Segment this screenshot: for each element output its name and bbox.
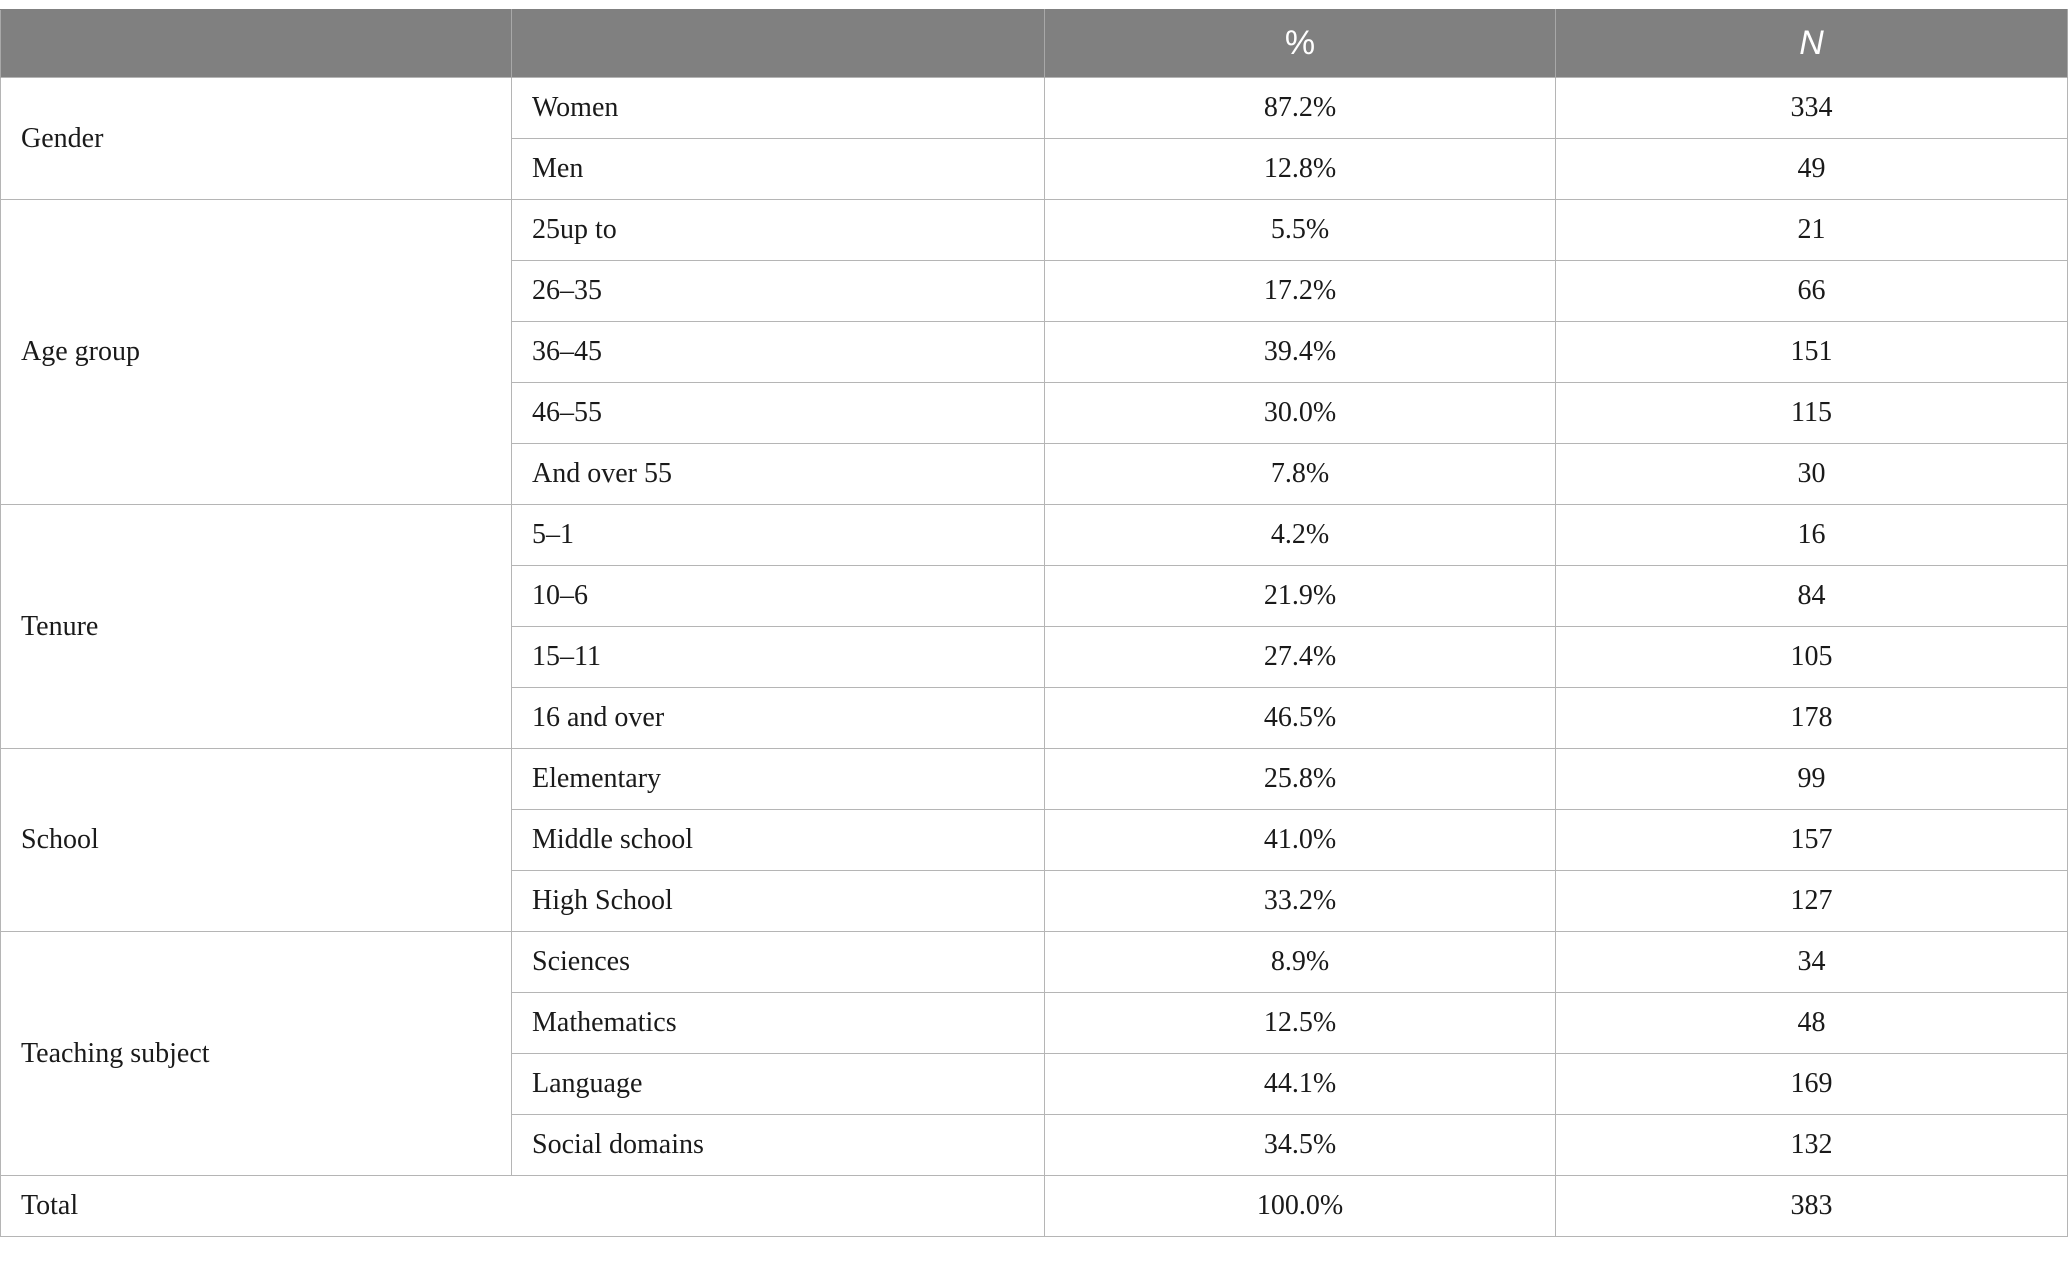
group-label-teaching-subject: Teaching subject (1, 932, 512, 1176)
n-cell: 151 (1556, 322, 2068, 383)
n-cell: 84 (1556, 566, 2068, 627)
percent-cell: 39.4% (1045, 322, 1556, 383)
percent-cell: 30.0% (1045, 383, 1556, 444)
n-cell: 49 (1556, 139, 2068, 200)
n-cell: 30 (1556, 444, 2068, 505)
percent-cell: 7.8% (1045, 444, 1556, 505)
category-cell: And over 55 (512, 444, 1045, 505)
n-cell: 99 (1556, 749, 2068, 810)
category-cell: Middle school (512, 810, 1045, 871)
n-cell: 132 (1556, 1115, 2068, 1176)
n-cell: 105 (1556, 627, 2068, 688)
percent-cell: 25.8% (1045, 749, 1556, 810)
category-cell: High School (512, 871, 1045, 932)
category-cell: Mathematics (512, 993, 1045, 1054)
n-cell: 178 (1556, 688, 2068, 749)
n-cell: 66 (1556, 261, 2068, 322)
header-n: N (1556, 10, 2068, 78)
percent-cell: 21.9% (1045, 566, 1556, 627)
percent-cell: 41.0% (1045, 810, 1556, 871)
percent-cell: 87.2% (1045, 78, 1556, 139)
percent-cell: 34.5% (1045, 1115, 1556, 1176)
category-cell: 5–1 (512, 505, 1045, 566)
category-cell: Language (512, 1054, 1045, 1115)
percent-cell: 4.2% (1045, 505, 1556, 566)
n-cell: 157 (1556, 810, 2068, 871)
total-n: 383 (1556, 1176, 2068, 1237)
header-group (1, 10, 512, 78)
table-row (1, 78, 2068, 139)
percent-cell: 8.9% (1045, 932, 1556, 993)
n-cell: 21 (1556, 200, 2068, 261)
table-row (1, 200, 2068, 261)
n-cell: 115 (1556, 383, 2068, 444)
category-cell: 26–35 (512, 261, 1045, 322)
category-cell: 15–11 (512, 627, 1045, 688)
percent-cell: 12.5% (1045, 993, 1556, 1054)
category-cell: 16 and over (512, 688, 1045, 749)
demographics-table-container (0, 9, 2068, 1237)
percent-cell: 27.4% (1045, 627, 1556, 688)
category-cell: 46–55 (512, 383, 1045, 444)
group-label-tenure: Tenure (1, 505, 512, 749)
category-cell: Elementary (512, 749, 1045, 810)
table-header (1, 10, 2068, 78)
group-label-age-group: Age group (1, 200, 512, 505)
header-row (1, 10, 2068, 78)
header-percent: % (1045, 10, 1556, 78)
n-cell: 16 (1556, 505, 2068, 566)
header-category (512, 10, 1045, 78)
table-row (1, 749, 2068, 810)
total-percent: 100.0% (1045, 1176, 1556, 1237)
n-cell: 169 (1556, 1054, 2068, 1115)
percent-cell: 44.1% (1045, 1054, 1556, 1115)
n-cell: 127 (1556, 871, 2068, 932)
table-body (1, 78, 2068, 1237)
n-cell: 34 (1556, 932, 2068, 993)
category-cell: Social domains (512, 1115, 1045, 1176)
category-cell: 10–6 (512, 566, 1045, 627)
category-cell: Sciences (512, 932, 1045, 993)
category-cell: 36–45 (512, 322, 1045, 383)
percent-cell: 5.5% (1045, 200, 1556, 261)
percent-cell: 33.2% (1045, 871, 1556, 932)
total-row (1, 1176, 2068, 1237)
n-cell: 334 (1556, 78, 2068, 139)
percent-cell: 46.5% (1045, 688, 1556, 749)
percent-cell: 17.2% (1045, 261, 1556, 322)
demographics-table (0, 9, 2068, 1237)
percent-cell: 12.8% (1045, 139, 1556, 200)
category-cell: Men (512, 139, 1045, 200)
table-row (1, 505, 2068, 566)
category-cell: 25up to (512, 200, 1045, 261)
category-cell: Women (512, 78, 1045, 139)
n-cell: 48 (1556, 993, 2068, 1054)
group-label-gender: Gender (1, 78, 512, 200)
table-row (1, 932, 2068, 993)
total-label: Total (1, 1176, 1045, 1237)
group-label-school: School (1, 749, 512, 932)
